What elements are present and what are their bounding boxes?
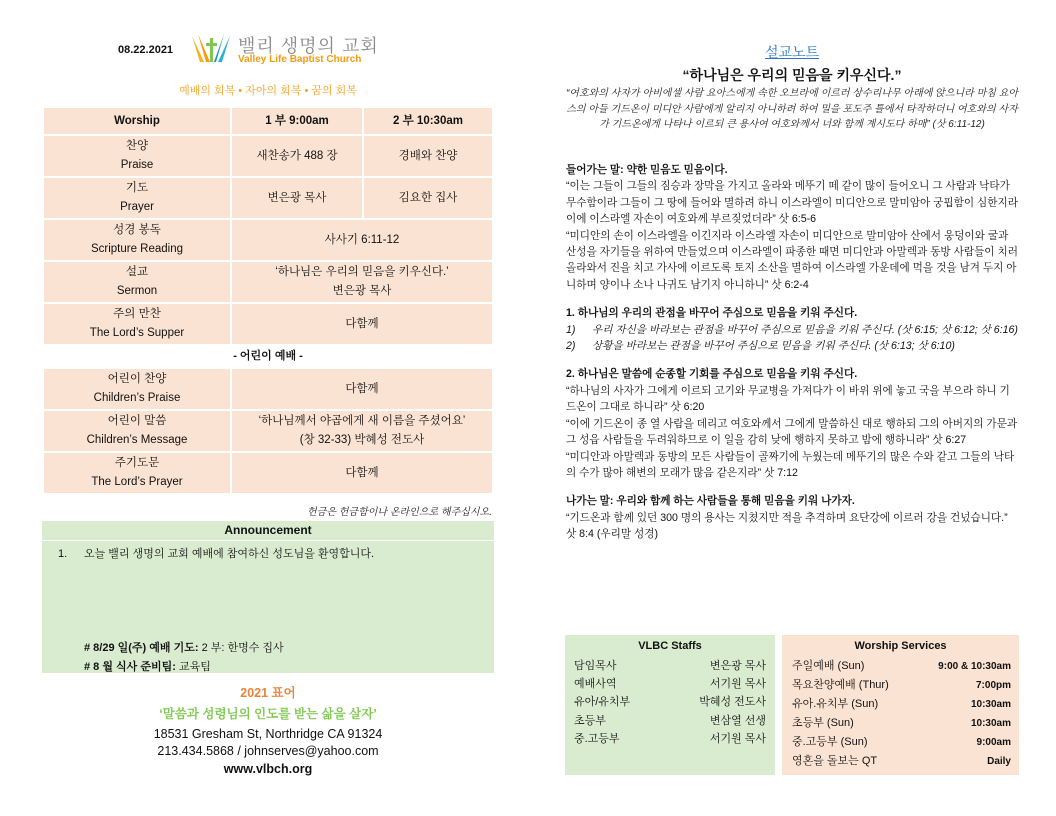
- sermon-notes-heading: 설교노트: [764, 44, 820, 60]
- order-label-en: Sermon: [116, 285, 158, 297]
- list-item: [565, 693, 775, 711]
- staff-name: 박혜성 전도사: [699, 696, 766, 709]
- service-time: 9:00am: [976, 737, 1011, 748]
- table-row: [43, 177, 493, 219]
- list-item-text: 우리 자신을 바라보는 관점을 바꾸어 주심으로 믿음을 키워 주신다. (삿 6:15; 삿 6:12; 삿 6:16): [592, 323, 1018, 336]
- order-label-kr: 설교: [125, 266, 149, 278]
- order-label-kr: 주의 만찬: [113, 308, 161, 320]
- announcement-item-text: 오늘 밸리 생명의 교회 예배에 참여하신 성도님을 환영합니다.: [84, 548, 375, 560]
- order-label-en: Children’s Praise: [93, 392, 181, 404]
- list-item: [566, 322, 1018, 338]
- table-row: [43, 410, 493, 452]
- first-service-header: 1 부 9:00am: [231, 107, 363, 135]
- combined-service-cell: 다함께: [231, 303, 493, 345]
- sermon-title: “하나님은 우리의 믿음을 키우신다.”: [682, 67, 902, 83]
- list-item: [782, 676, 1019, 695]
- staff-role: 담임목사: [574, 660, 617, 672]
- list-item-number: 1): [566, 323, 576, 336]
- order-label-en: Praise: [120, 159, 154, 171]
- first-service-cell: 새찬송가 488 장: [231, 135, 363, 177]
- church-logo-icon: [190, 32, 232, 66]
- website-link[interactable]: www.vlbch.org: [223, 762, 313, 776]
- combined-service-cell: [231, 410, 493, 452]
- point1-heading: 1. 하나님의 우리의 관점을 바꾸어 주심으로 믿음을 키워 주신다.: [566, 307, 858, 320]
- list-item: [782, 752, 1019, 771]
- table-row: [43, 303, 493, 345]
- church-address: [42, 726, 494, 760]
- staff-role: 유아/유치부: [574, 696, 631, 709]
- service-name: 중.고등부 (Sun): [792, 736, 868, 748]
- meal-team-label: # 8 월 식사 준비팀:: [84, 661, 179, 673]
- outro-heading: 나가는 말: 우리와 함께 하는 사람들을 통해 믿음을 키워 나가자.: [566, 495, 855, 508]
- table-row: [43, 135, 493, 177]
- staff-role: 초등부: [574, 714, 606, 727]
- staff-name: 변삼열 선생: [709, 714, 766, 727]
- worship-header-cell: Worship: [43, 107, 231, 135]
- table-row: [43, 452, 493, 494]
- worship-table-header: [43, 107, 493, 135]
- point2-paragraph: “미디안과 아말렉과 동방의 모든 사람들이 골짜기에 누웠는데 메뚜기의 많은 수와 같고 그들의 낙타의 수가 많아 해변의 모래가 많음 같은지라” 삿 7:12: [566, 450, 1015, 479]
- announcement-item: [58, 545, 374, 561]
- order-label-cell: [43, 261, 231, 303]
- order-label-cell: [43, 303, 231, 345]
- order-label-kr: 주기도문: [114, 457, 160, 469]
- order-label-kr: 성경 봉독: [113, 224, 161, 236]
- service-time: Daily: [987, 756, 1011, 767]
- order-label-kr: 찬양: [125, 140, 149, 152]
- order-label-kr: 기도: [125, 182, 149, 194]
- outro-paragraph: “기드온과 함께 있던 300 명의 용사는 지쳤지만 적을 추격하며 요단강에 이르러 강을 건넜습니다.” 삿 8:4 (우리말 성경): [566, 511, 1008, 541]
- year-motto: ‘말씀과 성령님의 인도를 받는 삶을 살자’: [159, 707, 377, 721]
- order-label-cell: [43, 410, 231, 452]
- order-label-en: Children’s Message: [86, 434, 188, 446]
- list-item: [565, 675, 775, 693]
- list-item: [782, 695, 1019, 714]
- staff-name: 서기원 목사: [709, 732, 766, 745]
- service-time: 10:30am: [970, 718, 1011, 729]
- service-name: 목요찬양예배 (Thur): [792, 679, 889, 691]
- staff-role: 예배사역: [574, 678, 617, 691]
- children-worship-divider: [43, 345, 493, 368]
- list-item: [565, 730, 775, 748]
- service-name: 영혼을 돌보는 QT: [792, 755, 878, 767]
- next-prayer-note: [84, 639, 284, 655]
- meal-team-note: [84, 658, 211, 674]
- intro-paragraph: “이는 그들이 그들의 짐승과 장막을 가지고 올라와 메뚜기 떼 같이 많이 들어오니 그 사람과 낙타가 무수함이라 그들이 그 땅에 들어와 멸하려 하니 이스라엘이 미디안으로 말미암아 궁핍함이 심한지라 이에 이스라엘 자손이 여호와께 부르짖었더라” 삿 6:5-6: [566, 180, 1018, 226]
- worship-services-title: Worship Services: [854, 640, 947, 652]
- second-service-cell: 경배와 찬양: [363, 135, 493, 177]
- address-line: 18531 Gresham St, Northridge CA 91324: [153, 727, 383, 741]
- offering-note: 헌금은 헌금함이나 온라인으로 해주십시오.: [307, 507, 492, 518]
- point2-paragraph: “이에 기드온이 종 열 사람을 데리고 여호와께서 그에게 말씀하신 대로 행하되 그의 아버지의 가문과 그 성읍 사람들을 두려워하므로 이 일을 감히 낮에 행하지 못하고 밤에 행하니라” 삿 6:27: [566, 417, 1018, 447]
- worship-order-table: [42, 106, 494, 495]
- staff-name: 서기원 목사: [709, 678, 766, 691]
- announcement-box: [42, 541, 494, 673]
- sermon-scripture: “여호와의 사자가 아비에셀 사람 요아스에게 속한 오브라에 이르러 상수리나무 아래에 앉으니라 마침 요아스의 아들 기드온이 미디안 사람에게 알리지 아니하려 하여 밀을 포도주 틀에서 타작하더니 여호와의 사자가 기드온에게 나타나 이르되 큰 용사여 여호와께서 너와 함께 계시도다 하매” (삿 6:11-12): [565, 88, 1019, 130]
- church-name-korean: 밸리 생명의 교회: [238, 36, 379, 56]
- staff-name: 변은광 목사: [709, 660, 766, 672]
- second-service-header: 2 부 10:30am: [363, 107, 493, 135]
- order-label-cell: [43, 452, 231, 494]
- order-label-en: Scripture Reading: [90, 243, 184, 255]
- list-item: [782, 714, 1019, 733]
- contact-line: 213.434.5868 / johnserves@yahoo.com: [157, 744, 379, 758]
- service-time: 10:30am: [970, 699, 1011, 710]
- staff-role: 중.고등부: [574, 732, 620, 745]
- staff-title: VLBC Staffs: [565, 635, 775, 657]
- service-name: 주일예배 (Sun): [792, 660, 865, 672]
- order-label-en: The Lord’s Supper: [89, 327, 185, 339]
- sermon-preacher-cell: 변은광 목사: [332, 285, 392, 297]
- service-time: 9:00 & 10:30am: [938, 661, 1011, 672]
- announcement-title: Announcement: [42, 521, 494, 540]
- order-label-cell: [43, 135, 231, 177]
- service-name: 초등부 (Sun): [792, 717, 854, 729]
- children-message-title: ‘하나님께서 야곱에게 새 이름을 주셨어요’: [258, 415, 466, 427]
- church-name-english: Valley Life Baptist Church: [238, 54, 362, 65]
- list-item: [782, 733, 1019, 752]
- next-prayer-value: 2 부: 한명수 집사: [201, 642, 284, 654]
- combined-service-cell: 사사기 6:11-12: [231, 219, 493, 261]
- order-label-en: Prayer: [120, 201, 154, 213]
- bulletin-header: [42, 30, 494, 76]
- year-motto-title: 2021 표어: [240, 686, 296, 700]
- church-slogan: 예배의 회복 • 자아의 회복 • 꿈의 회복: [179, 85, 357, 97]
- service-time: 7:00pm: [975, 680, 1011, 691]
- staff-box: [565, 635, 775, 775]
- list-item: [565, 712, 775, 730]
- combined-service-cell: 다함께: [231, 368, 493, 410]
- order-label-kr: 어린이 찬양: [107, 373, 167, 385]
- table-row: [43, 219, 493, 261]
- intro-paragraph: “미디안의 손이 이스라엘을 이긴지라 이스라엘 자손이 미디안으로 말미암아 산에서 웅덩이와 굴과 산성을 자기들을 위하여 만들었으며 이스라엘이 파종한 때면 미디안과 아말렉과 동방 사람들이 치러 올라와서 진을 치고 가사에 이르도록 토지 소산을 멸하여 이스라엘 가운데에 먹을 것을 남겨 두지 아니하며 양이나 소나 나귀도 남기지 아니하니” 삿 6:2-4: [566, 229, 1018, 291]
- table-row: [43, 368, 493, 410]
- next-prayer-label: # 8/29 일(주) 예배 기도:: [84, 642, 202, 654]
- combined-service-cell: [231, 261, 493, 303]
- children-message-preacher: (창 32-33) 박혜성 전도사: [299, 434, 425, 446]
- order-label-en: The Lord’s Prayer: [91, 476, 183, 488]
- list-item-number: 2): [566, 340, 576, 353]
- point2-paragraph: “하나님의 사자가 그에게 이르되 고기와 무교병을 가져다가 이 바위 위에 놓고 국을 부으라 하니 기드온이 그대로 하니라” 삿 6:20: [566, 384, 1010, 414]
- announcement-item-number: 1.: [58, 548, 68, 560]
- intro-heading: 들어가는 말: 약한 믿음도 믿음이다.: [566, 164, 728, 176]
- list-item-text: 상황을 바라보는 관점을 바꾸어 주심으로 믿음을 키워 주신다. (삿 6:13; 삿 6:10): [592, 340, 955, 353]
- worship-services-box: [782, 635, 1019, 775]
- children-worship-label: - 어린이 예배 -: [43, 345, 493, 368]
- table-row: [43, 261, 493, 303]
- combined-service-cell: 다함께: [231, 452, 493, 494]
- list-item: [565, 657, 775, 675]
- point2-heading: 2. 하나님은 말씀에 순종할 기회를 주심으로 믿음을 키워 주신다.: [566, 368, 858, 381]
- meal-team-value: 교육팀: [178, 661, 211, 673]
- bulletin-date: 08.22.2021: [118, 44, 174, 56]
- order-label-cell: [43, 219, 231, 261]
- list-item: [566, 338, 1018, 354]
- second-service-cell: 김요한 집사: [363, 177, 493, 219]
- order-label-kr: 어린이 말씀: [107, 415, 167, 427]
- order-label-cell: [43, 177, 231, 219]
- list-item: [782, 657, 1019, 676]
- sermon-title-cell: ‘하나님은 우리의 믿음을 키우신다.’: [275, 266, 449, 278]
- sermon-body: [566, 162, 1018, 543]
- service-name: 유아.유치부 (Sun): [792, 698, 879, 710]
- order-label-cell: [43, 368, 231, 410]
- first-service-cell: 변은광 목사: [231, 177, 363, 219]
